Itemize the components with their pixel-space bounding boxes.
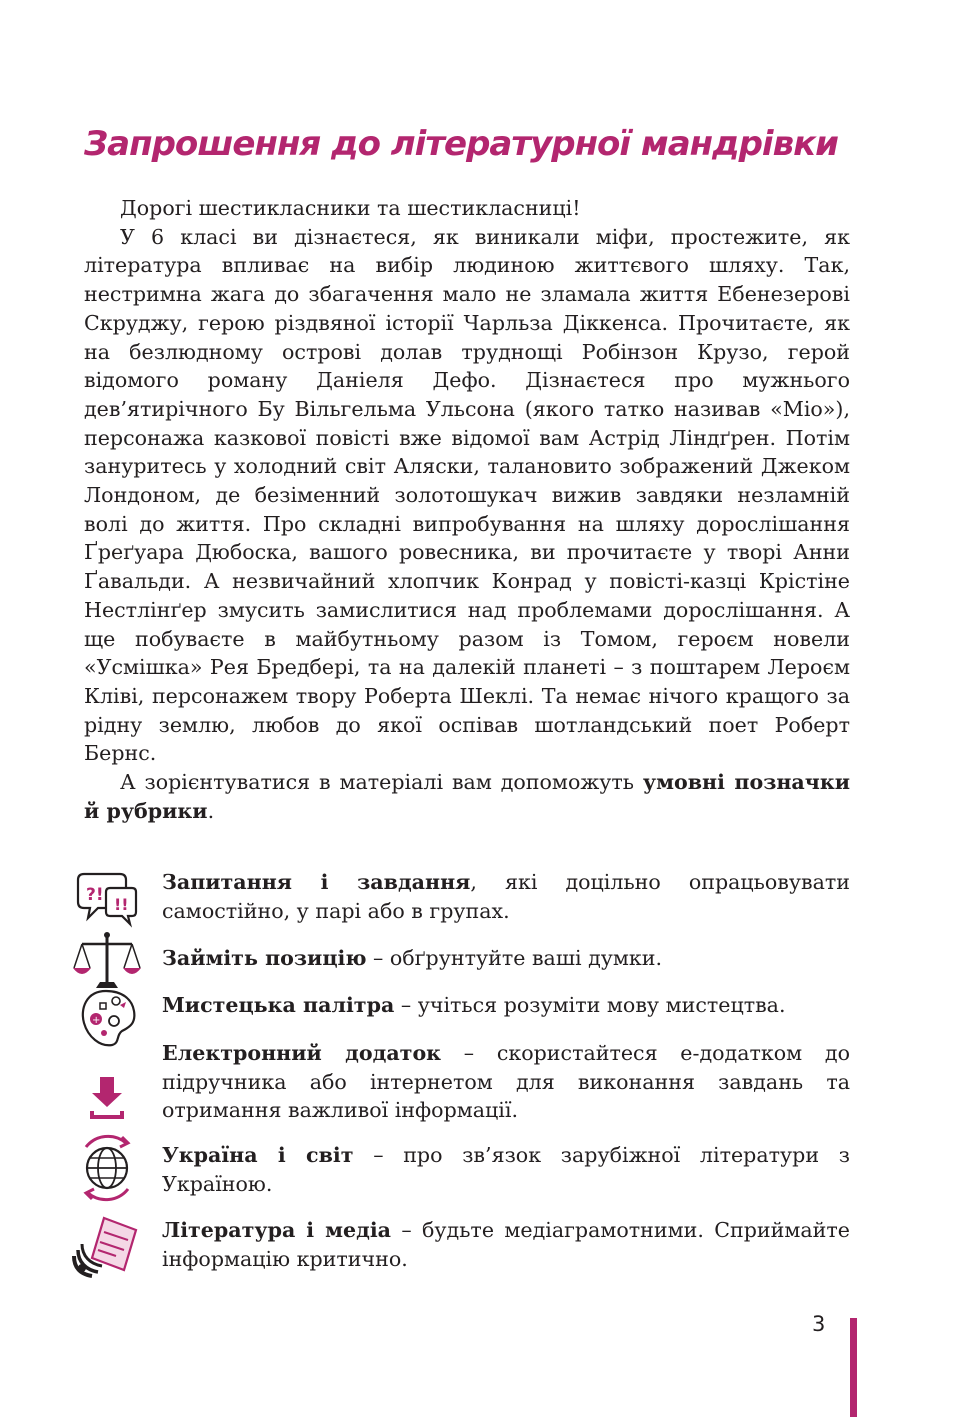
legend-term: Україна і світ xyxy=(162,1143,354,1167)
palette-icon xyxy=(70,985,144,1055)
legend-description: , які доцільно опрацьовувати самостійно, у парі або в групах. xyxy=(162,870,850,923)
svg-text:?!: ?! xyxy=(86,885,104,905)
legend-term: Мистецька палітра xyxy=(162,993,395,1017)
legend-description: – учіться розуміти мову мистецтва. xyxy=(394,993,786,1017)
globe-icon xyxy=(70,1133,144,1203)
legend-text-questions xyxy=(162,868,850,925)
legend-text-e-supplement xyxy=(162,1039,850,1125)
page-number: 3 xyxy=(812,1312,826,1336)
intro-text xyxy=(84,194,850,825)
orientation-end: . xyxy=(207,798,215,823)
svg-text:+: + xyxy=(92,1015,101,1026)
orientation-paragraph xyxy=(84,768,850,825)
greeting: Дорогі шестикласники та шестикласниці! xyxy=(120,196,581,220)
legend-text-media xyxy=(162,1216,850,1273)
legend-description: – обґрунтуйте ваші думки. xyxy=(366,946,663,970)
intro-paragraph: У 6 класі ви дізнаєтеся, як виникали міфи, простежите, як література впливає на вибір людиною життєвого шляху. Так, нестримна жага до збагачення мало не зламала життя Ебенезерові Скруджу, герою різдвяної історії Чарльза Діккенса. Прочитаєте, як на безлюдному острові долав труднощі Робінзон Крузо, герой відомого роману Даніеля Дефо. Дізнаєтеся про мужнього дев’ятирічного Бу Вільгельма Ульсона (якого татко називав «Міо»), персонажа казкової повісті вже відомої вам Астрід Ліндґрен. Потім зануритесь у холодний світ Аляски, талановито зображений Джеком Лондоном, де безіменний золотошукач вижив завдяки незламній волі до життя. Про складні випробування на шляху дорослішання Ґреґуара Дюбоска, вашого ровесника, ви прочитаєте у творі Анни Ґавальди. А незвичайний хлопчик Конрад у повісті-казці Крістіне Нестлінґер змусить замислитися над проблемами дорослішання. А ще побуваєте в майбутньому разом із Томом, героєм новели «Усмішка» Рея Бредбері, та на далекій планеті – з поштарем Лероєм Кліві, персонажем твору Роберта Шеклі. Та немає нічого кращого за рідну землю, любов до якої оспівав шотландський поет Роберт Бернс. xyxy=(84,224,850,766)
legend-term: Електронний додаток xyxy=(162,1041,442,1065)
legend-term: Займіть позицію xyxy=(162,946,367,970)
legend-description: – скористайтеся е-додатком до підручника або інтернетом для виконання завдань та отримання важливої інформації. xyxy=(162,1041,850,1123)
legend-text-palette xyxy=(162,991,850,1020)
media-icon xyxy=(70,1212,144,1282)
questions-icon xyxy=(70,864,144,934)
legend-term: Література і медіа xyxy=(162,1218,391,1242)
orientation-bold: умовні позначки й рубрики xyxy=(84,770,850,823)
page-edge-bar xyxy=(850,1318,857,1417)
legend-description: – будьте медіаграмотними. Сприймайте інформацію критично. xyxy=(162,1218,850,1271)
orientation-lead: А зорієнтуватися в матеріалі вам допоможуть xyxy=(120,770,643,795)
legend-text-ukraine-world xyxy=(162,1141,850,1198)
legend-term: Запитання і завдання xyxy=(162,870,471,894)
page-title: Запрошення до літературної мандрівки xyxy=(84,124,839,164)
svg-text:!!: !! xyxy=(114,895,129,914)
download-icon xyxy=(70,1065,144,1135)
legend-description: – про зв’язок зарубіжної літератури з Україною. xyxy=(162,1143,850,1196)
legend-text-position xyxy=(162,944,850,973)
